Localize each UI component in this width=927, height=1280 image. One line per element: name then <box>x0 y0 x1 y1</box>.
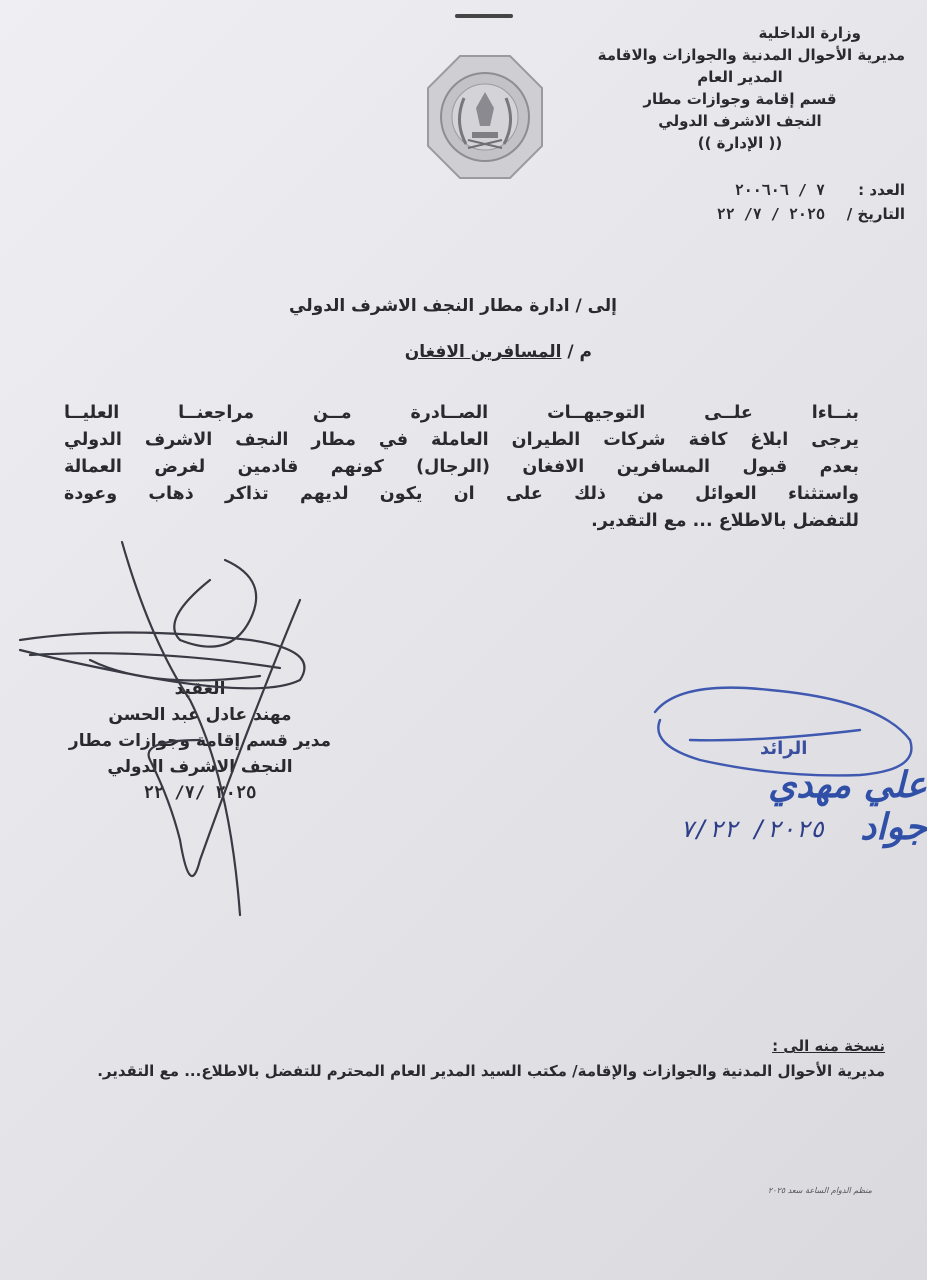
body-line: للتفضل بالاطلاع ... مع التقدير. <box>591 511 859 531</box>
ref-number-label: العدد : <box>858 181 905 199</box>
department-name: قسم إقامة وجوازات مطار <box>643 90 837 108</box>
subject-prefix: م / <box>567 342 592 362</box>
cc-line: مديرية الأحوال المدنية والجوازات والإقامة/ مكتب السيد المدير العام المحترم للتفضل بالاطلاع... مع التقدير. <box>97 1062 885 1080</box>
subject-line <box>405 342 592 362</box>
ref-date-value: ٢٠٢٥ / ٧/ ٢٢ <box>716 205 825 223</box>
letter-body <box>64 400 859 535</box>
footer-note: منظم الدوام الساعة سعد ٢٠٢٥ <box>768 1186 872 1195</box>
signatory-rank: العقيد <box>174 679 226 699</box>
airport-name: النجف الاشرف الدولي <box>658 112 822 130</box>
right-signature-scribble <box>655 688 911 776</box>
ref-number-row <box>575 178 905 202</box>
directorate-name: مديرية الأحوال المدنية والجوازات والاقامة <box>597 46 905 64</box>
body-line: يرجى ابلاغ كافة شركات الطيران العاملة في مطار النجف الاشرف الدولي <box>64 430 859 450</box>
signatory-title-2: النجف الاشرف الدولي <box>107 757 293 777</box>
signature-block-left <box>60 676 340 806</box>
unit-name: (( الإدارة )) <box>697 134 783 152</box>
right-signatory-name: علي مهدي جواد <box>768 764 927 848</box>
body-line: واستثناء العوائل من ذلك على ان يكون لديهم تذاكر ذهاب وعودة <box>64 484 859 504</box>
cc-title: نسخة منه الى : <box>772 1037 885 1055</box>
ref-date-row <box>575 202 905 226</box>
signature-date: ٢٠٢٥ /٧/ ٢٢ <box>143 783 257 803</box>
signatory-title: مدير قسم إقامة وجوازات مطار <box>68 731 332 751</box>
right-signature-date: ٢٠٢٥/ ٧/٢٢ <box>680 815 825 843</box>
general-manager: المدير العام <box>697 68 783 86</box>
ministry-name: وزارة الداخلية <box>758 24 861 42</box>
addressee-line: إلى / ادارة مطار النجف الاشرف الدولي <box>289 296 617 316</box>
body-line: بنــاءا علــى التوجيهــات الصــادرة مــن مراجعنــا العليــا <box>64 403 859 423</box>
ministry-seal-icon <box>424 52 546 182</box>
right-signatory-rank: الرائد <box>760 738 808 759</box>
ref-number-value: ٧ / ٢٠٠٦٠٦ <box>734 181 825 199</box>
body-line: بعدم قبول المسافرين الافغان (الرجال) كونهم قادمين لغرض العمالة <box>64 457 859 477</box>
ref-date-label: التاريخ / <box>846 205 905 223</box>
top-rule <box>455 14 513 18</box>
reference-block <box>575 178 905 226</box>
cc-block <box>45 1034 885 1084</box>
letterhead <box>575 22 905 154</box>
signatory-name: مهند عادل عبد الحسن <box>108 705 292 725</box>
subject-text: المسافرين الافغان <box>404 342 562 362</box>
